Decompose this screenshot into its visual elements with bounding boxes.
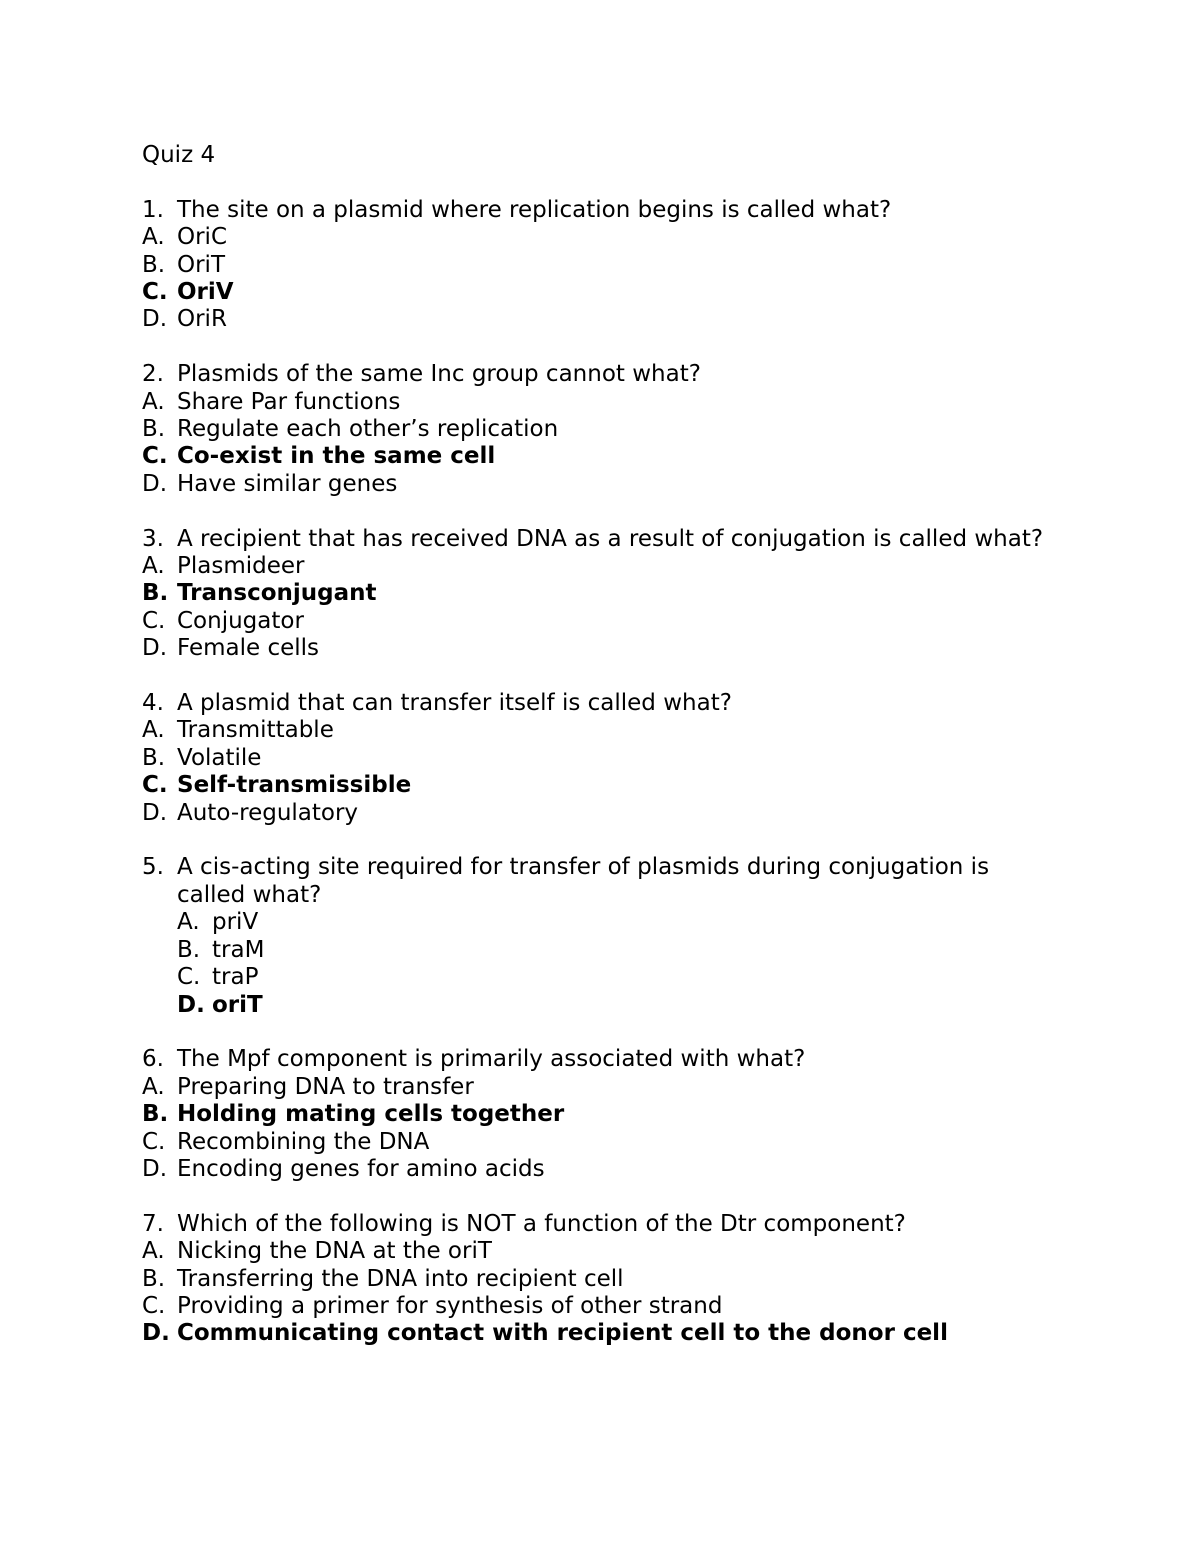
question-3 [142,526,1062,663]
question-list [142,197,1062,1348]
question-5 [142,854,1062,1018]
option-letter: D. [142,306,168,333]
answer-option [142,1129,1062,1156]
option-letter: B. [142,416,166,443]
option-letter: A. [142,1073,165,1100]
option-letter: D. [142,635,168,662]
answer-option [142,800,1062,827]
question-stem [142,1211,1062,1238]
option-text: Share Par functions [177,388,401,415]
answer-option [142,937,1062,964]
question-stem [142,1046,1062,1073]
question-text: A cis-acting site required for transfer of plasmids during conjugation is called what? [177,854,990,908]
option-letter: C. [142,607,166,634]
question-number: 1. [142,196,164,223]
answer-option [142,1074,1062,1101]
answer-option [142,252,1062,279]
option-letter: D. [142,799,168,826]
option-letter: C. [142,1292,166,1319]
answer-option-correct [142,1101,1062,1128]
option-letter: D. [142,1155,168,1182]
option-letter: B. [142,580,169,607]
question-stem [142,197,1062,224]
option-text: OriV [177,279,234,306]
question-7 [142,1211,1062,1348]
option-letter: A. [177,909,200,936]
question-number: 5. [142,854,164,881]
option-text: Nicking the DNA at the oriT [177,1238,492,1265]
option-text: priV [212,909,259,936]
option-letter: B. [142,251,166,278]
option-text: Communicating contact with recipient cell to the donor cell [177,1320,948,1347]
option-letter: C. [142,279,168,306]
option-letter: C. [177,964,201,991]
answer-option [142,1238,1062,1265]
option-text: Volatile [177,744,262,771]
answer-option-correct [142,772,1062,799]
option-text: OriR [177,306,227,333]
answer-option-correct [142,279,1062,306]
answer-option [142,1266,1062,1293]
option-letter: D. [142,1320,170,1347]
option-letter: B. [142,1265,166,1292]
answer-option [142,389,1062,416]
quiz-document [142,142,1062,1375]
option-text: Conjugator [177,607,304,634]
option-text: Regulate each other’s replication [177,416,559,443]
option-text: Transconjugant [177,580,377,607]
question-stem [142,361,1062,388]
option-text: Have similar genes [177,470,398,497]
option-letter: B. [142,1101,169,1128]
option-letter: A. [142,1238,165,1265]
option-text: Preparing DNA to transfer [177,1073,474,1100]
answer-option [142,1293,1062,1320]
option-letter: B. [177,936,201,963]
quiz-title: Quiz 4 [142,142,216,168]
option-text: traM [212,936,265,963]
question-stem [142,526,1062,553]
answer-option [142,608,1062,635]
answer-option [142,745,1062,772]
question-text: A recipient that has received DNA as a result of conjugation is called what? [177,525,1044,552]
option-text: oriT [212,991,263,1018]
option-text: Holding mating cells together [177,1101,565,1128]
question-text: A plasmid that can transfer itself is called what? [177,690,732,717]
option-text: Recombining the DNA [177,1128,430,1155]
option-text: Encoding genes for amino acids [177,1155,545,1182]
answer-option-correct [142,580,1062,607]
answer-option-correct [142,443,1062,470]
answer-option [142,717,1062,744]
option-text: Providing a primer for synthesis of other strand [177,1292,723,1319]
option-letter: A. [142,553,165,580]
option-text: Auto-regulatory [177,799,359,826]
option-text: Female cells [177,635,320,662]
answer-option [142,553,1062,580]
answer-option [142,306,1062,333]
option-text: Self-transmissible [177,772,412,799]
option-text: Plasmideer [177,553,305,580]
option-text: Transmittable [177,717,334,744]
answer-option [142,471,1062,498]
question-number: 6. [142,1046,164,1073]
question-text: Plasmids of the same Inc group cannot what? [177,361,701,388]
question-number: 7. [142,1210,164,1237]
question-stem [142,690,1062,717]
question-number: 2. [142,361,164,388]
question-text: The site on a plasmid where replication begins is called what? [177,196,892,223]
option-letter: D. [142,470,168,497]
answer-option-correct [142,1320,1062,1347]
option-letter: C. [142,443,168,470]
answer-option-correct [142,992,1062,1019]
option-letter: A. [142,717,165,744]
option-text: Transferring the DNA into recipient cell [177,1265,624,1292]
option-text: OriT [177,251,225,278]
option-letter: C. [142,772,168,799]
question-2 [142,361,1062,498]
option-letter: B. [142,744,166,771]
question-text: Which of the following is NOT a function of the Dtr component? [177,1210,906,1237]
answer-option [142,964,1062,991]
option-text: OriC [177,224,228,251]
answer-option [142,1156,1062,1183]
question-text: The Mpf component is primarily associated with what? [177,1046,806,1073]
question-1 [142,197,1062,334]
option-letter: A. [142,388,165,415]
question-4 [142,690,1062,827]
answer-option [142,909,1062,936]
option-letter: D. [177,991,205,1018]
answer-option [142,416,1062,443]
question-6 [142,1046,1062,1183]
question-number: 4. [142,690,164,717]
option-letter: A. [142,224,165,251]
answer-option [142,635,1062,662]
option-letter: C. [142,1128,166,1155]
question-stem [142,854,1062,909]
option-text: Co-exist in the same cell [177,443,496,470]
question-number: 3. [142,525,164,552]
option-text: traP [212,964,259,991]
answer-option [142,224,1062,251]
